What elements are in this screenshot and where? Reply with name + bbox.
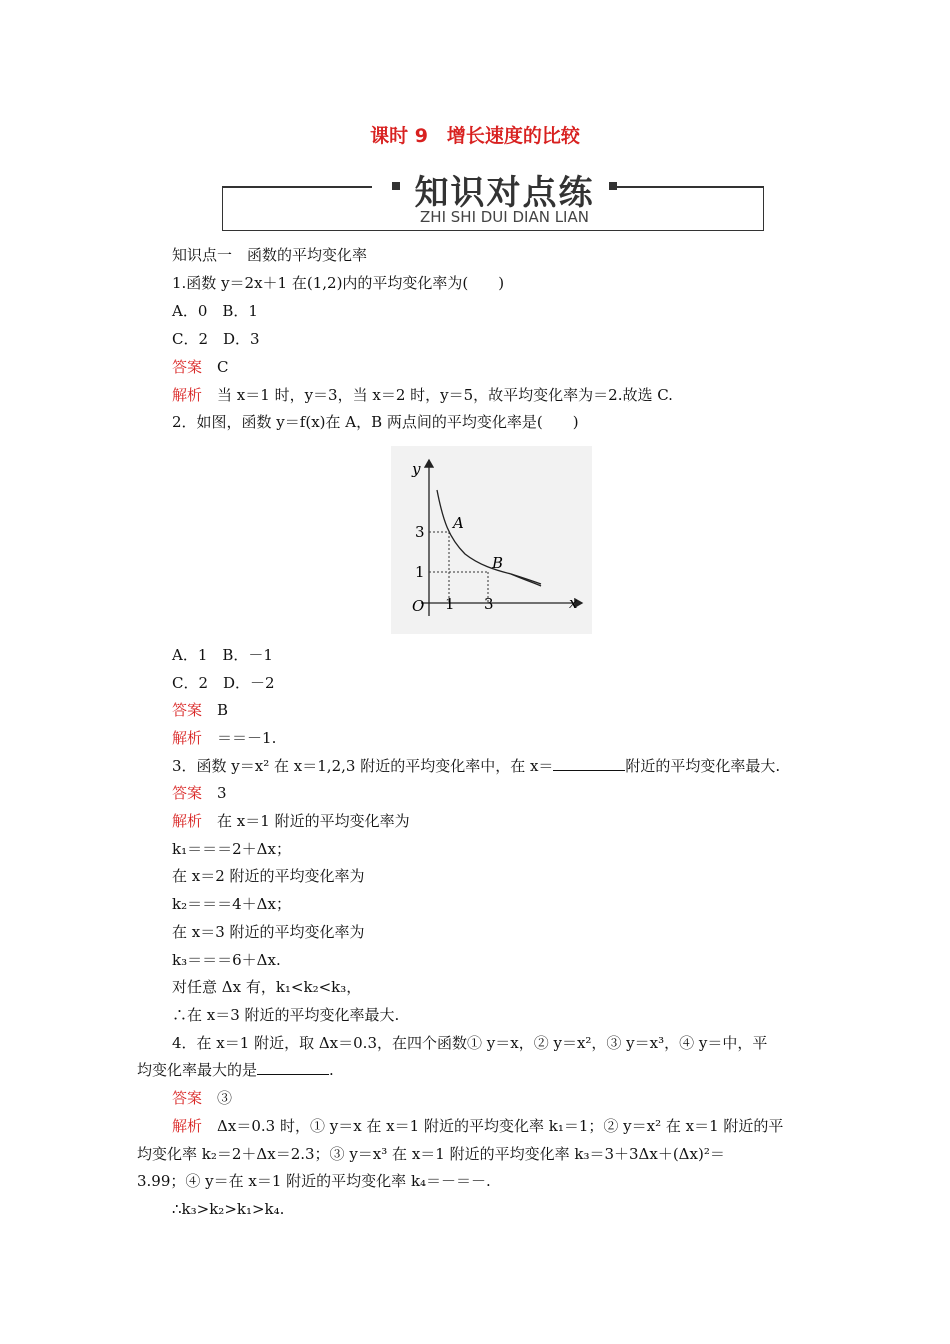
point-A-label: A bbox=[453, 514, 464, 532]
q3-stem-part1: 3．函数 y＝x² 在 x＝1,2,3 附近的平均变化率中，在 x＝ bbox=[172, 757, 554, 775]
q4-blank bbox=[257, 1060, 329, 1075]
q3-solution-1 bbox=[172, 811, 410, 831]
q4-solution-2: 均变化率 k₂＝2＋Δx＝2.3；③ y＝x³ 在 x＝1 附近的平均变化率 k₃＝3＋3Δx＋(Δx)²＝ bbox=[137, 1145, 725, 1163]
q3-solution-2: k₁＝＝＝2＋Δx； bbox=[172, 840, 291, 858]
q1-options-ab: A．0 B．1 bbox=[172, 302, 258, 320]
q2-stem: 2．如图，函数 y＝f(x)在 A，B 两点间的平均变化率是( ) bbox=[172, 413, 579, 431]
answer-value: 3 bbox=[217, 784, 227, 802]
solution-text: 在 x＝1 附近的平均变化率为 bbox=[217, 812, 410, 830]
q3-solution-3: 在 x＝2 附近的平均变化率为 bbox=[172, 867, 365, 885]
q4-answer bbox=[172, 1088, 232, 1108]
answer-value: C bbox=[217, 358, 229, 376]
solution-label: 解析 bbox=[172, 812, 203, 830]
answer-value: ③ bbox=[217, 1089, 233, 1107]
q3-answer bbox=[172, 783, 227, 803]
answer-label: 答案 bbox=[172, 358, 203, 376]
curve-tail bbox=[511, 574, 541, 586]
q1-options-cd: C．2 D．3 bbox=[172, 330, 260, 348]
origin-label: O bbox=[412, 597, 425, 615]
point-B-label: B bbox=[492, 554, 504, 572]
solution-text: Δx＝0.3 时，① y＝x 在 x＝1 附近的平均变化率 k₁＝1；② y＝x² 在 x＝1 附近的平 bbox=[217, 1117, 784, 1135]
solution-label: 解析 bbox=[172, 386, 203, 404]
function-graph bbox=[391, 446, 592, 634]
answer-label: 答案 bbox=[172, 1089, 203, 1107]
y-axis-label: y bbox=[412, 460, 421, 478]
y-tick-3: 3 bbox=[415, 523, 425, 541]
answer-label: 答案 bbox=[172, 784, 203, 802]
q4-stem-1: 4．在 x＝1 附近，取 Δx＝0.3，在四个函数① y＝x，② y＝x²，③ y＝x³，④ y＝中，平 bbox=[172, 1034, 768, 1052]
q3-blank bbox=[553, 756, 625, 771]
q1-solution bbox=[172, 385, 673, 405]
q4-solution-3: 3.99；④ y＝在 x＝1 附近的平均变化率 k₄＝－＝－. bbox=[137, 1172, 491, 1190]
curve bbox=[437, 490, 541, 584]
q2-options-cd: C．2 D．－2 bbox=[172, 674, 275, 692]
q1-stem: 1.函数 y＝2x＋1 在(1,2)内的平均变化率为( ) bbox=[172, 274, 505, 292]
answer-label: 答案 bbox=[172, 701, 203, 719]
q4-stem-2 bbox=[137, 1060, 334, 1080]
graph-svg bbox=[391, 446, 592, 634]
knowledge-point-heading: 知识点一 函数的平均变化率 bbox=[172, 246, 368, 264]
x-tick-1: 1 bbox=[445, 595, 455, 613]
y-tick-1: 1 bbox=[415, 563, 425, 581]
q3-solution-4: k₂＝＝＝4＋Δx； bbox=[172, 895, 291, 913]
q1-answer bbox=[172, 357, 229, 377]
page-title: 课时 9 增长速度的比较 bbox=[370, 125, 580, 147]
q2-answer bbox=[172, 700, 228, 720]
q4-stem-part1: 均变化率最大的是 bbox=[137, 1061, 258, 1079]
q4-solution-4: ∴k₃>k₂>k₁>k₄. bbox=[172, 1200, 285, 1218]
q3-solution-6: k₃＝＝＝6＋Δx. bbox=[172, 951, 281, 969]
solution-text: 当 x＝1 时，y＝3，当 x＝2 时，y＝5，故平均变化率为＝2.故选 C. bbox=[217, 386, 673, 404]
x-tick-3: 3 bbox=[484, 595, 494, 613]
q3-solution-5: 在 x＝3 附近的平均变化率为 bbox=[172, 923, 365, 941]
q4-stem-part2: . bbox=[329, 1061, 334, 1079]
answer-value: B bbox=[217, 701, 229, 719]
solution-label: 解析 bbox=[172, 1117, 203, 1135]
section-banner bbox=[222, 165, 764, 231]
q2-solution bbox=[172, 728, 276, 748]
q3-solution-8: ∴在 x＝3 附近的平均变化率最大. bbox=[172, 1006, 400, 1024]
q3-stem-part2: 附近的平均变化率最大. bbox=[625, 757, 781, 775]
q2-options-ab: A．1 B．－1 bbox=[172, 646, 273, 664]
solution-label: 解析 bbox=[172, 729, 203, 747]
q4-solution-1 bbox=[172, 1116, 783, 1136]
q3-stem bbox=[172, 756, 780, 776]
x-axis-label: x bbox=[569, 594, 578, 612]
banner-subtitle: ZHI SHI DUI DIAN LIAN bbox=[420, 208, 589, 226]
banner-title: 知识对点练 bbox=[414, 173, 595, 213]
q3-solution-7: 对任意 Δx 有，k₁<k₂<k₃， bbox=[172, 978, 362, 996]
solution-text: ＝＝－1. bbox=[217, 729, 277, 747]
